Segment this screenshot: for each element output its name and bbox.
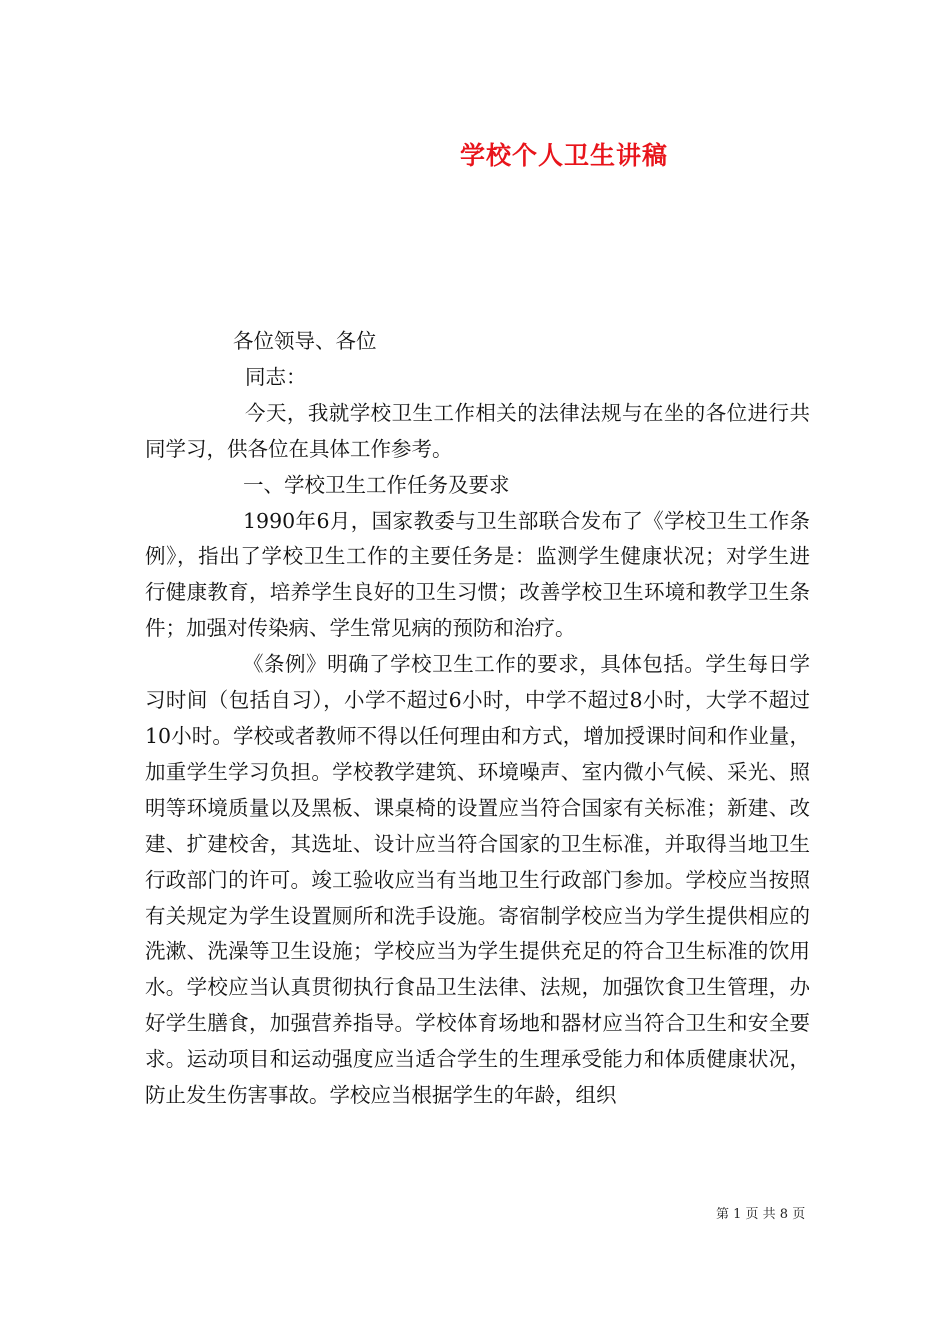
- paragraph-requirements: 《条例》明确了学校卫生工作的要求，具体包括。学生每日学习时间（包括自习），小学不超过6小时，中学不超过8小时，大学不超过10小时。学校或者教师不得以任何理由和方式，增加授课时间和作业量，加重学生学习负担。学校教学建筑、环境噪声、室内微小气候、采光、照明等环境质量以及黑板、课桌椅的设置应当符合国家有关标准；新建、改建、扩建校舍，其选址、设计应当符合国家的卫生标准，并取得当地卫生行政部门的许可。竣工验收应当有当地卫生行政部门参加。学校应当按照有关规定为学生设置厕所和洗手设施。寄宿制学校应当为学生提供相应的洗漱、洗澡等卫生设施；学校应当为学生提供充足的符合卫生标准的饮用水。学校应当认真贯彻执行食品卫生法律、法规，加强饮食卫生管理，办好学生膳食，加强营养指导。学校体育场地和器材应当符合卫生和安全要求。运动项目和运动强度应当适合学生的生理承受能力和体质健康状况，防止发生伤害事故。学校应当根据学生的年龄，组织: [145, 652, 810, 1108]
- document-title: 学校个人卫生讲稿: [459, 141, 668, 170]
- document-body: [145, 324, 810, 1114]
- paragraph-regulation: 1990年6月，国家教委与卫生部联合发布了《学校卫生工作条例》，指出了学校卫生工作的主要任务是：监测学生健康状况；对学生进行健康教育，培养学生良好的卫生习惯；改善学校卫生环境和教学卫生条件；加强对传染病、学生常见病的预防和治疗。: [145, 508, 810, 641]
- paragraph-intro: 今天，我就学校卫生工作相关的法律法规与在坐的各位进行共同学习，供各位在具体工作参考。: [145, 400, 810, 461]
- salutation-line-1: 各位领导、各位: [233, 329, 377, 353]
- salutation-line-2: 同志：: [245, 364, 307, 389]
- page-number-footer: 第 1 页 共 8 页: [716, 1207, 806, 1222]
- section-heading: 一、学校卫生工作任务及要求: [243, 472, 510, 497]
